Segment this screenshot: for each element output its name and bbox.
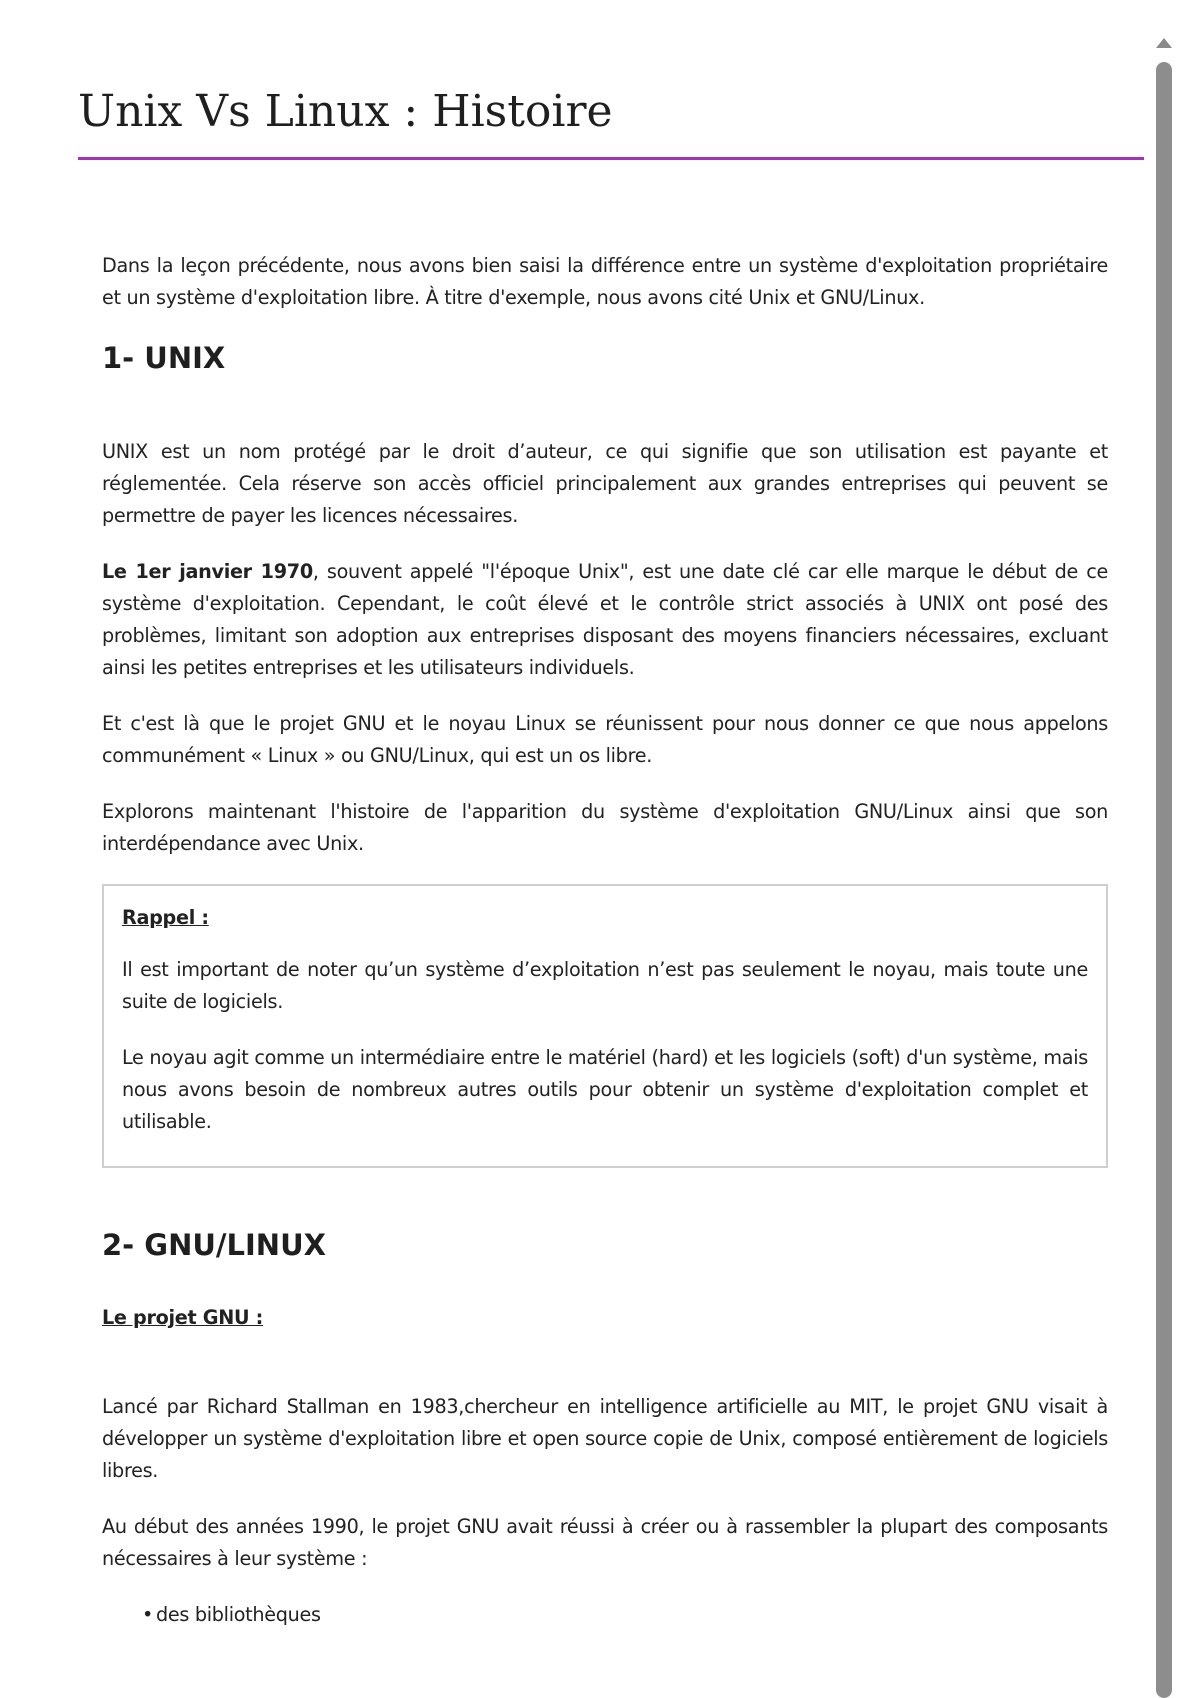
rappel-paragraph-2: Le noyau agit comme un intermédiaire entre le matériel (hard) et les logiciels (soft) d'un système, mais nous avons besoin de nombreux autres outils pour obtenir un système d'exploitation complet et utilisable.	[122, 1046, 1088, 1133]
list-item-text: des bibliothèques	[156, 1603, 321, 1626]
section-heading-unix: 1- UNIX	[102, 341, 226, 375]
gnu-paragraph-1: Lancé par Richard Stallman en 1983,chercheur en intelligence artificielle au MIT, le projet GNU visait à développer un système d'exploitation libre et open source copie de Unix, composé entièrement de logiciels libres.	[102, 1395, 1108, 1482]
section-heading-gnu-linux: 2- GNU/LINUX	[102, 1228, 326, 1262]
page-title: Unix Vs Linux : Histoire	[78, 86, 613, 137]
title-underline	[78, 157, 1144, 160]
list-item	[142, 1599, 1108, 1631]
unix-paragraph-2-text: , souvent appelé "l'époque Unix", est une date clé car elle marque le début de ce système d'exploitation. Cependant, le coût élevé et le contrôle strict associés à UNIX ont posé des problèmes, limitant son adoption aux entreprises disposant des moyens financiers nécessaires, excluant ainsi les petites entreprises et les utilisateurs individuels.	[102, 560, 1108, 679]
unix-paragraph-4: Explorons maintenant l'histoire de l'apparition du système d'exploitation GNU/Linux ainsi que son interdépendance avec Unix.	[102, 800, 1108, 855]
unix-date-bold: Le 1er janvier 1970	[102, 560, 313, 583]
rappel-paragraph-1: Il est important de noter qu’un système d’exploitation n’est pas seulement le noyau, mais toute une suite de logiciels.	[122, 958, 1088, 1013]
vertical-scrollbar[interactable]	[1152, 30, 1176, 1698]
gnu-paragraph-2: Au début des années 1990, le projet GNU avait réussi à créer ou à rassembler la plupart des composants nécessaires à leur système :	[102, 1515, 1108, 1570]
rappel-label: Rappel :	[122, 906, 209, 929]
rappel-box	[102, 884, 1108, 1168]
intro-paragraph: Dans la leçon précédente, nous avons bien saisi la différence entre un système d'exploitation propriétaire et un système d'exploitation libre. À titre d'exemple, nous avons cité Unix et GNU/Linux.	[102, 254, 1108, 309]
subheading-projet-gnu: Le projet GNU :	[102, 1306, 263, 1329]
unix-paragraph-3: Et c'est là que le projet GNU et le noyau Linux se réunissent pour nous donner ce que nous appelons communément « Linux » ou GNU/Linux, qui est un os libre.	[102, 712, 1108, 767]
bullet-icon: •	[142, 1603, 154, 1626]
article-content	[102, 250, 1108, 1631]
unix-paragraph-1: UNIX est un nom protégé par le droit d’auteur, ce qui signifie que son utilisation est payante et réglementée. Cela réserve son accès officiel principalement aux grandes entreprises qui peuvent se permettre de payer les licences nécessaires.	[102, 440, 1108, 527]
components-list	[102, 1599, 1108, 1631]
scroll-up-arrow-icon[interactable]	[1156, 38, 1172, 48]
unix-paragraph-2	[102, 556, 1108, 684]
scrollbar-thumb[interactable]	[1156, 62, 1172, 1698]
